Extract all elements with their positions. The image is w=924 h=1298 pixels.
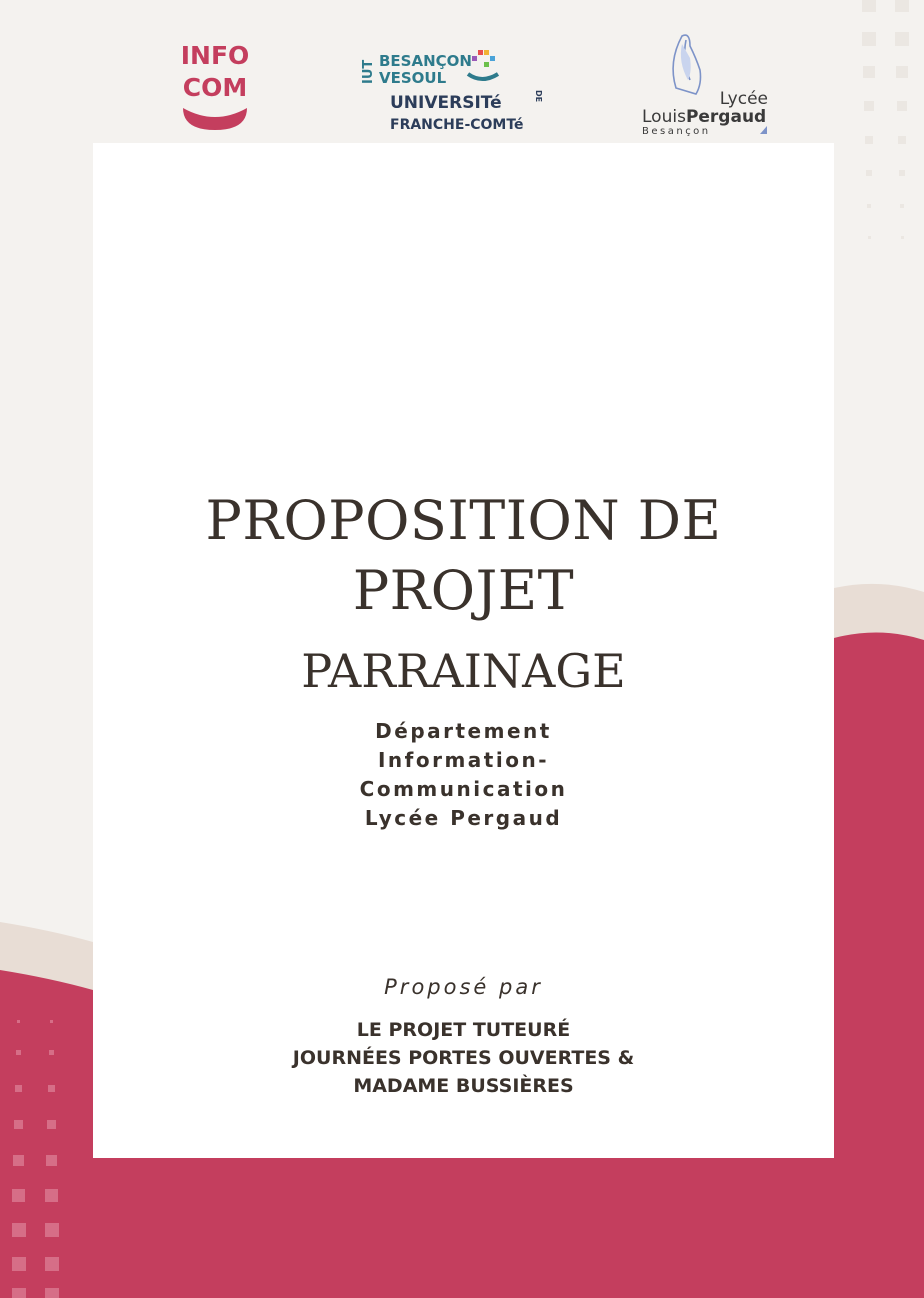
smile-icon xyxy=(183,108,247,130)
title-line-1: PROPOSITION DE xyxy=(205,489,722,552)
iut-color-squares-icon xyxy=(472,50,495,67)
hands-icon-fill xyxy=(681,44,691,80)
infocom-logo xyxy=(181,41,250,130)
department-line: Communication xyxy=(359,777,568,801)
university-de: DE xyxy=(534,90,543,103)
document-title xyxy=(93,486,834,626)
department-block xyxy=(93,717,834,833)
cover-card xyxy=(93,143,834,1158)
lycee-logo xyxy=(642,35,768,137)
logo-bar xyxy=(0,0,924,142)
lycee-label: Lycée xyxy=(719,89,768,109)
author-line: LE PROJET TUTEURÉ xyxy=(356,1019,571,1041)
iut-prefix: IUT xyxy=(361,59,376,84)
university-line1: UNIVERSITé xyxy=(390,93,502,113)
infocom-line1: INFO xyxy=(180,41,250,70)
document-subtitle: PARRAINAGE xyxy=(301,644,626,698)
department-line: Information- xyxy=(377,748,549,772)
iut-swoosh-icon xyxy=(468,74,498,79)
author-line: MADAME BUSSIÈRES xyxy=(353,1075,574,1097)
department-line: Lycée Pergaud xyxy=(364,806,563,830)
proposed-by-label: Proposé par xyxy=(384,975,543,999)
title-line-2: PROJET xyxy=(352,559,575,622)
lycee-city: Besançon xyxy=(642,126,711,137)
university-line2: FRANCHE-COMTé xyxy=(390,117,524,133)
lycee-corner-mark xyxy=(760,126,767,134)
author-line: JOURNÉES PORTES OUVERTES & xyxy=(292,1047,635,1069)
infocom-line2: COM xyxy=(182,73,248,102)
iut-city-line2: VESOUL xyxy=(379,69,447,87)
authors-block xyxy=(93,1016,834,1100)
lycee-name: LouisPergaud xyxy=(642,107,767,127)
iut-city-line1: BESANÇON xyxy=(379,52,472,70)
department-line: Département xyxy=(375,719,552,743)
pink-bottom-band xyxy=(0,1158,924,1298)
iut-logo xyxy=(361,50,543,133)
